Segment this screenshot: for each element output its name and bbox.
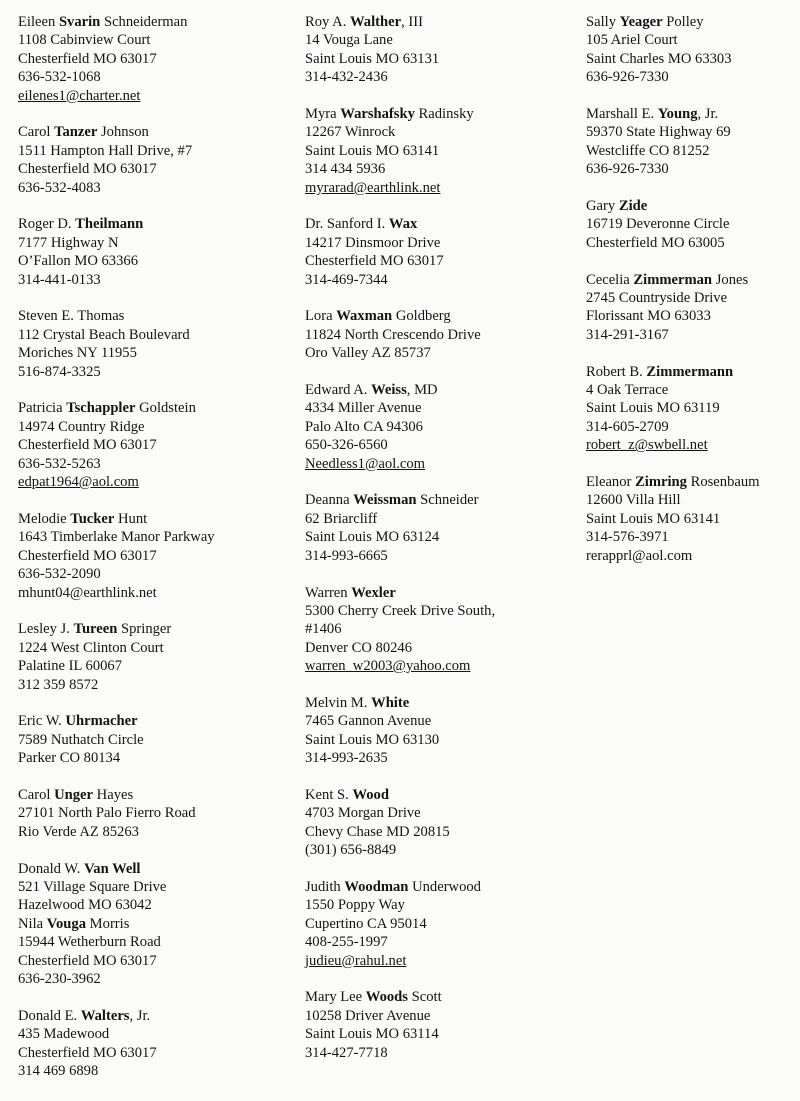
married-name: Goldstein xyxy=(139,400,196,417)
surname: Walther xyxy=(350,14,402,30)
married-name: Morris xyxy=(89,915,130,932)
surname: Woods xyxy=(365,989,408,1006)
address-line: Chesterfield MO 63017 xyxy=(18,952,157,969)
surname: Uhrmacher xyxy=(65,713,138,730)
married-name: Schneiderman xyxy=(103,14,188,30)
entry-name xyxy=(586,271,800,289)
email-link[interactable]: warren_w2003@yahoo.com xyxy=(305,658,471,675)
directory-entry xyxy=(305,786,575,860)
entry-name xyxy=(305,491,575,509)
entry-name xyxy=(586,13,800,31)
surname: Weiss xyxy=(371,382,407,399)
address-line: Hazelwood MO 63042 xyxy=(18,897,152,914)
address-line: 14217 Dinsmoor Drive xyxy=(305,234,441,251)
surname: Yeager xyxy=(619,14,663,30)
married-name: , MD xyxy=(406,382,438,399)
address-line: 636-230-3962 xyxy=(18,970,101,987)
address-line: 16719 Deveronne Circle xyxy=(586,216,730,233)
address-line: Florissant MO 63033 xyxy=(586,308,711,325)
first-name: Robert B. xyxy=(586,363,643,380)
married-name: , III xyxy=(401,14,423,30)
directory-column-3 xyxy=(586,13,800,584)
surname: Weissman xyxy=(353,492,417,509)
first-name: Myra xyxy=(305,106,337,123)
directory-entry xyxy=(305,307,575,362)
directory-entry xyxy=(18,860,288,989)
entry-name xyxy=(586,197,800,215)
directory-entry xyxy=(305,13,575,87)
first-name: Steven E. xyxy=(18,308,74,325)
entry-name xyxy=(18,712,288,730)
address-line: 435 Madewood xyxy=(18,1026,110,1043)
entry-name xyxy=(305,13,575,31)
address-line: #1406 xyxy=(305,621,342,638)
address-line: 1224 West Clinton Court xyxy=(18,639,164,656)
directory-entry xyxy=(18,123,288,197)
surname: Theilmann xyxy=(75,216,144,233)
surname: Young xyxy=(657,106,698,123)
entry-name xyxy=(305,694,575,712)
address-line: 27101 North Palo Fierro Road xyxy=(18,805,196,822)
address-line: 59370 State Highway 69 xyxy=(586,124,731,141)
entry-name xyxy=(305,105,575,123)
email-link[interactable]: Needless1@aol.com xyxy=(305,455,426,472)
married-name: Polley xyxy=(666,14,704,30)
phone-number: 312 359 8572 xyxy=(18,676,99,693)
email-link[interactable]: myrarad@earthlink.net xyxy=(305,179,441,196)
phone-number: 314-993-6665 xyxy=(305,547,388,564)
first-name: Cecelia xyxy=(586,271,630,288)
directory-column-2 xyxy=(305,13,575,1080)
address-line: 7177 Highway N xyxy=(18,234,119,251)
first-name: Kent S. xyxy=(305,786,349,803)
phone-number: 636-532-4083 xyxy=(18,179,101,196)
directory-entry xyxy=(586,105,800,179)
address-line: 11824 North Crescendo Drive xyxy=(305,326,481,343)
entry-name xyxy=(18,915,288,933)
entry-name xyxy=(18,123,288,141)
surname: Vouga xyxy=(46,915,87,932)
married-name: , Jr. xyxy=(697,106,719,123)
address-line: O’Fallon MO 63366 xyxy=(18,253,138,270)
first-name: Marshall E. xyxy=(586,106,655,123)
address-line: Parker CO 80134 xyxy=(18,750,121,767)
entry-name xyxy=(18,307,288,325)
address-line: 1643 Timberlake Manor Parkway xyxy=(18,529,215,546)
directory-entry xyxy=(586,197,800,252)
surname: Zide xyxy=(618,198,648,215)
surname: Van Well xyxy=(84,860,141,877)
directory-entry xyxy=(586,13,800,87)
address-line: Saint Louis MO 63119 xyxy=(586,400,720,417)
phone-number: 314-432-2436 xyxy=(305,69,388,86)
entry-name xyxy=(18,620,288,638)
directory-entry xyxy=(18,786,288,841)
directory-entry xyxy=(305,105,575,197)
surname: Tucker xyxy=(70,510,115,527)
phone-number: 636-926-7330 xyxy=(586,161,669,178)
directory-entry xyxy=(305,381,575,473)
phone-number: 636-532-1068 xyxy=(18,69,101,86)
directory-column-1 xyxy=(18,13,288,1099)
entry-name xyxy=(18,510,288,528)
entry-name xyxy=(18,215,288,233)
phone-number: (301) 656-8849 xyxy=(305,842,397,859)
surname: White xyxy=(371,694,410,711)
first-name: Sally xyxy=(586,14,616,30)
email-link[interactable]: robert_z@swbell.net xyxy=(586,437,708,454)
first-name: Melodie xyxy=(18,510,67,527)
address-line: 521 Village Square Drive xyxy=(18,878,167,895)
email-link[interactable]: mhunt04@earthlink.net xyxy=(18,584,157,601)
address-line: Palo Alto CA 94306 xyxy=(305,418,423,435)
address-line: Saint Louis MO 63114 xyxy=(305,1026,439,1043)
phone-number: 636-532-2090 xyxy=(18,566,101,583)
phone-number: 314 469 6898 xyxy=(18,1063,99,1079)
directory-entry xyxy=(18,307,288,381)
directory-entry xyxy=(18,712,288,767)
address-line: 7589 Nuthatch Circle xyxy=(18,731,144,748)
married-name: Johnson xyxy=(101,124,149,141)
first-name: Eleanor xyxy=(586,474,632,491)
married-name: Hunt xyxy=(118,510,148,527)
first-name: Warren xyxy=(305,584,348,601)
address-line: 14974 Country Ridge xyxy=(18,418,145,435)
entry-name xyxy=(586,363,800,381)
directory-entry xyxy=(305,584,575,676)
directory-entry xyxy=(586,271,800,345)
entry-name xyxy=(586,105,800,123)
directory-entry xyxy=(305,491,575,565)
married-name: Radinsky xyxy=(418,106,474,123)
address-line: Chesterfield MO 63017 xyxy=(18,50,157,67)
address-line: Westcliffe CO 81252 xyxy=(586,142,710,159)
first-name: Gary xyxy=(586,198,616,215)
surname: Waxman xyxy=(336,308,393,325)
address-line: Cupertino CA 95014 xyxy=(305,915,427,932)
address-line: 105 Ariel Court xyxy=(586,32,678,49)
address-line: 1511 Hampton Hall Drive, #7 xyxy=(18,142,193,159)
phone-number: 636-926-7330 xyxy=(586,69,669,86)
address-line: Oro Valley AZ 85737 xyxy=(305,345,431,362)
directory-entry xyxy=(18,215,288,289)
phone-number: 314-576-3971 xyxy=(586,529,669,546)
directory-entry xyxy=(305,878,575,970)
first-name: Carol xyxy=(18,124,51,141)
directory-entry xyxy=(305,988,575,1062)
entry-name xyxy=(586,473,800,491)
first-name: Eric W. xyxy=(18,713,62,730)
first-name: Roger D. xyxy=(18,216,72,233)
email-link[interactable]: judieu@rahul.net xyxy=(305,952,407,969)
address-line: 2745 Countryside Drive xyxy=(586,290,728,307)
phone-number: 650-326-6560 xyxy=(305,437,388,454)
entry-name xyxy=(305,786,575,804)
surname: Unger xyxy=(54,786,94,803)
entry-name xyxy=(18,860,288,878)
address-line: Saint Louis MO 63124 xyxy=(305,529,440,546)
directory-entry xyxy=(586,473,800,565)
phone-number: 314-291-3167 xyxy=(586,326,669,343)
surname: Tanzer xyxy=(54,124,98,141)
address-line: 112 Crystal Beach Boulevard xyxy=(18,326,190,343)
phone-number: 314-993-2635 xyxy=(305,750,388,767)
directory-entry xyxy=(18,1007,288,1081)
entry-name xyxy=(305,215,575,233)
entry-name xyxy=(18,1007,288,1025)
address-line: Chesterfield MO 63017 xyxy=(18,547,157,564)
married-name: Rosenbaum xyxy=(690,474,760,491)
married-name: Jones xyxy=(715,271,749,288)
address-line: 5300 Cherry Creek Drive South, xyxy=(305,602,496,619)
entry-name xyxy=(305,307,575,325)
married-name: Thomas xyxy=(77,308,125,325)
address-line: Chesterfield MO 63017 xyxy=(18,437,157,454)
entry-name xyxy=(18,786,288,804)
address-line: Saint Louis MO 63130 xyxy=(305,731,440,748)
phone-number: 516-874-3325 xyxy=(18,363,101,380)
address-line: 4703 Morgan Drive xyxy=(305,805,421,822)
phone-number: 314-441-0133 xyxy=(18,271,101,288)
phone-number: 408-255-1997 xyxy=(305,934,388,951)
first-name: Patricia xyxy=(18,400,63,417)
address-line: 4334 Miller Avenue xyxy=(305,400,422,417)
address-line: 14 Vouga Lane xyxy=(305,32,393,49)
first-name: Donald E. xyxy=(18,1007,78,1024)
email-link[interactable]: rerapprl@aol.com xyxy=(586,547,693,564)
married-name: Hayes xyxy=(96,786,134,803)
first-name: Judith xyxy=(305,878,341,895)
email-link[interactable]: eilenes1@charter.net xyxy=(18,87,141,104)
surname: Wax xyxy=(388,216,418,233)
surname: Zimmermann xyxy=(646,363,734,380)
first-name: Donald W. xyxy=(18,860,81,877)
address-line: 12267 Winrock xyxy=(305,124,396,141)
entry-name xyxy=(305,584,575,602)
phone-number: 314-427-7718 xyxy=(305,1044,388,1061)
address-line: Denver CO 80246 xyxy=(305,639,413,656)
married-name: , Jr. xyxy=(129,1007,151,1024)
directory-entry xyxy=(18,620,288,694)
directory-entry xyxy=(18,13,288,105)
address-line: 10258 Driver Avenue xyxy=(305,1007,431,1024)
address-line: 12600 Villa Hill xyxy=(586,492,681,509)
married-name: Springer xyxy=(121,621,172,638)
first-name: Roy A. xyxy=(305,14,347,30)
entry-name xyxy=(305,381,575,399)
first-name: Edward A. xyxy=(305,382,368,399)
address-line: Moriches NY 11955 xyxy=(18,345,137,362)
address-line: Saint Louis MO 63141 xyxy=(586,510,721,527)
address-line: Saint Louis MO 63141 xyxy=(305,142,440,159)
address-line: 7465 Gannon Avenue xyxy=(305,713,432,730)
surname: Tschappler xyxy=(66,400,136,417)
first-name: Melvin M. xyxy=(305,694,368,711)
directory-entry xyxy=(305,215,575,289)
first-name: Lora xyxy=(305,308,333,325)
directory-entry xyxy=(18,510,288,602)
surname: Tureen xyxy=(73,621,118,638)
entry-name xyxy=(18,399,288,417)
surname: Woodman xyxy=(344,878,409,895)
address-line: Palatine IL 60067 xyxy=(18,658,123,675)
phone-number: 314 434 5936 xyxy=(305,161,386,178)
address-line: Rio Verde AZ 85263 xyxy=(18,823,139,840)
address-line: Chevy Chase MD 20815 xyxy=(305,823,450,840)
surname: Zimmerman xyxy=(633,271,713,288)
first-name: Mary Lee xyxy=(305,989,363,1006)
address-line: 4 Oak Terrace xyxy=(586,382,669,399)
phone-number: 636-532-5263 xyxy=(18,455,101,472)
phone-number: 314-605-2709 xyxy=(586,418,669,435)
surname: Wood xyxy=(352,786,389,803)
surname: Walters xyxy=(80,1007,130,1024)
married-name: Underwood xyxy=(412,878,481,895)
directory-entry xyxy=(586,363,800,455)
address-line: 1550 Poppy Way xyxy=(305,897,405,914)
first-name: Deanna xyxy=(305,492,350,509)
entry-name xyxy=(18,13,288,31)
surname: Zimring xyxy=(635,474,687,491)
first-name: Dr. Sanford I. xyxy=(305,216,386,233)
address-line: 62 Briarcliff xyxy=(305,510,378,527)
entry-name xyxy=(305,878,575,896)
address-line: Chesterfield MO 63017 xyxy=(18,1044,157,1061)
married-name: Schneider xyxy=(420,492,479,509)
address-line: Chesterfield MO 63017 xyxy=(305,253,444,270)
address-line: 15944 Wetherburn Road xyxy=(18,934,161,951)
surname: Wexler xyxy=(351,584,396,601)
entry-name xyxy=(305,988,575,1006)
married-name: Goldberg xyxy=(395,308,451,325)
first-name: Eileen xyxy=(18,14,56,30)
address-line: Saint Charles MO 63303 xyxy=(586,50,732,67)
email-link[interactable]: edpat1964@aol.com xyxy=(18,474,139,491)
first-name: Carol xyxy=(18,786,51,803)
directory-entry xyxy=(305,694,575,768)
surname: Warshafsky xyxy=(340,106,415,123)
first-name: Lesley J. xyxy=(18,621,70,638)
phone-number: 314-469-7344 xyxy=(305,271,388,288)
address-line: Saint Louis MO 63131 xyxy=(305,50,440,67)
address-line: 1108 Cabinview Court xyxy=(18,32,151,49)
first-name: Nila xyxy=(18,915,44,932)
surname: Svarin xyxy=(58,14,101,30)
address-line: Chesterfield MO 63005 xyxy=(586,234,725,251)
address-line: Chesterfield MO 63017 xyxy=(18,161,157,178)
married-name: Scott xyxy=(411,989,442,1006)
directory-entry xyxy=(18,399,288,491)
